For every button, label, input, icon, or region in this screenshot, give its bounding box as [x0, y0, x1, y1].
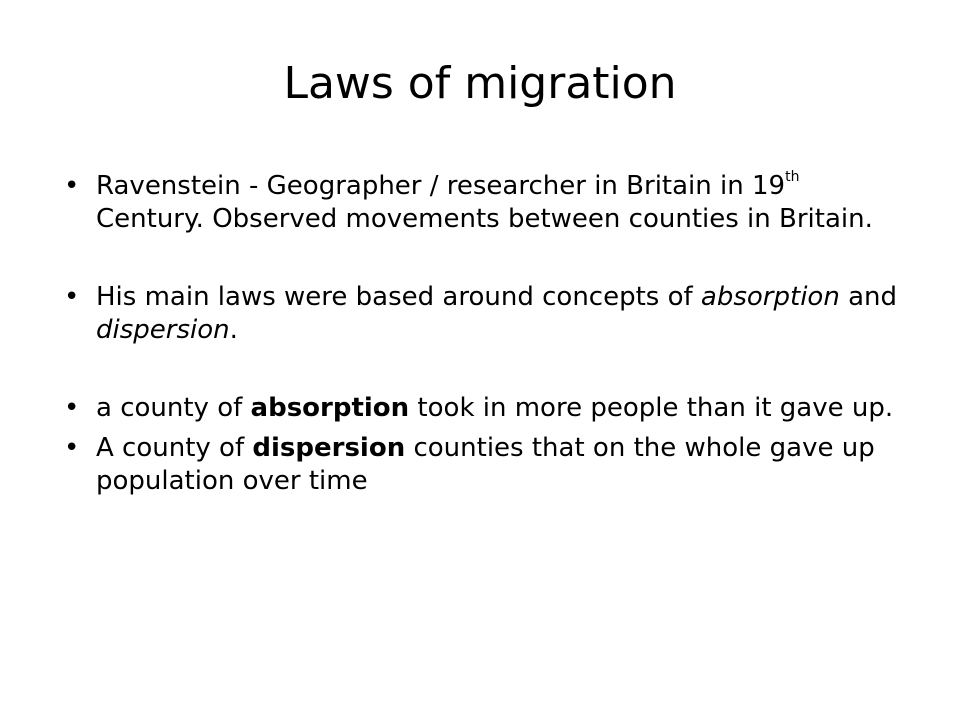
bullet-point-icon: •	[64, 282, 80, 312]
slide-title: Laws of migration	[283, 58, 677, 109]
emphasis-absorption: absorption	[700, 282, 840, 312]
bullet-list	[64, 170, 914, 498]
bullet-point-icon: •	[64, 171, 80, 201]
bullet-point-icon: •	[64, 393, 80, 423]
bullet-text: took in more people than it gave up.	[409, 393, 894, 423]
bullet-ravenstein	[64, 170, 914, 236]
bullet-dispersion	[64, 432, 914, 498]
bullet-text: A county of	[96, 433, 253, 463]
emphasis-dispersion: dispersion	[96, 315, 230, 345]
bullet-text: counties that on the whole gave up population over time	[96, 433, 875, 496]
bullet-text: His main laws were based around concepts of	[96, 282, 701, 312]
bullet-text: Century. Observed movements between counties in Britain.	[96, 204, 873, 234]
bullet-absorption	[64, 392, 914, 425]
superscript: th	[785, 169, 800, 186]
bullet-point-icon: •	[64, 433, 80, 463]
bold-absorption: absorption	[250, 393, 410, 423]
bullet-text: .	[229, 315, 238, 345]
bold-dispersion: dispersion	[252, 433, 406, 463]
bullet-text: a county of	[96, 393, 251, 423]
bullet-text: and	[839, 282, 897, 312]
bullet-main-laws	[64, 281, 914, 347]
bullet-text: Ravenstein - Geographer / researcher in Britain in 19	[96, 171, 786, 201]
